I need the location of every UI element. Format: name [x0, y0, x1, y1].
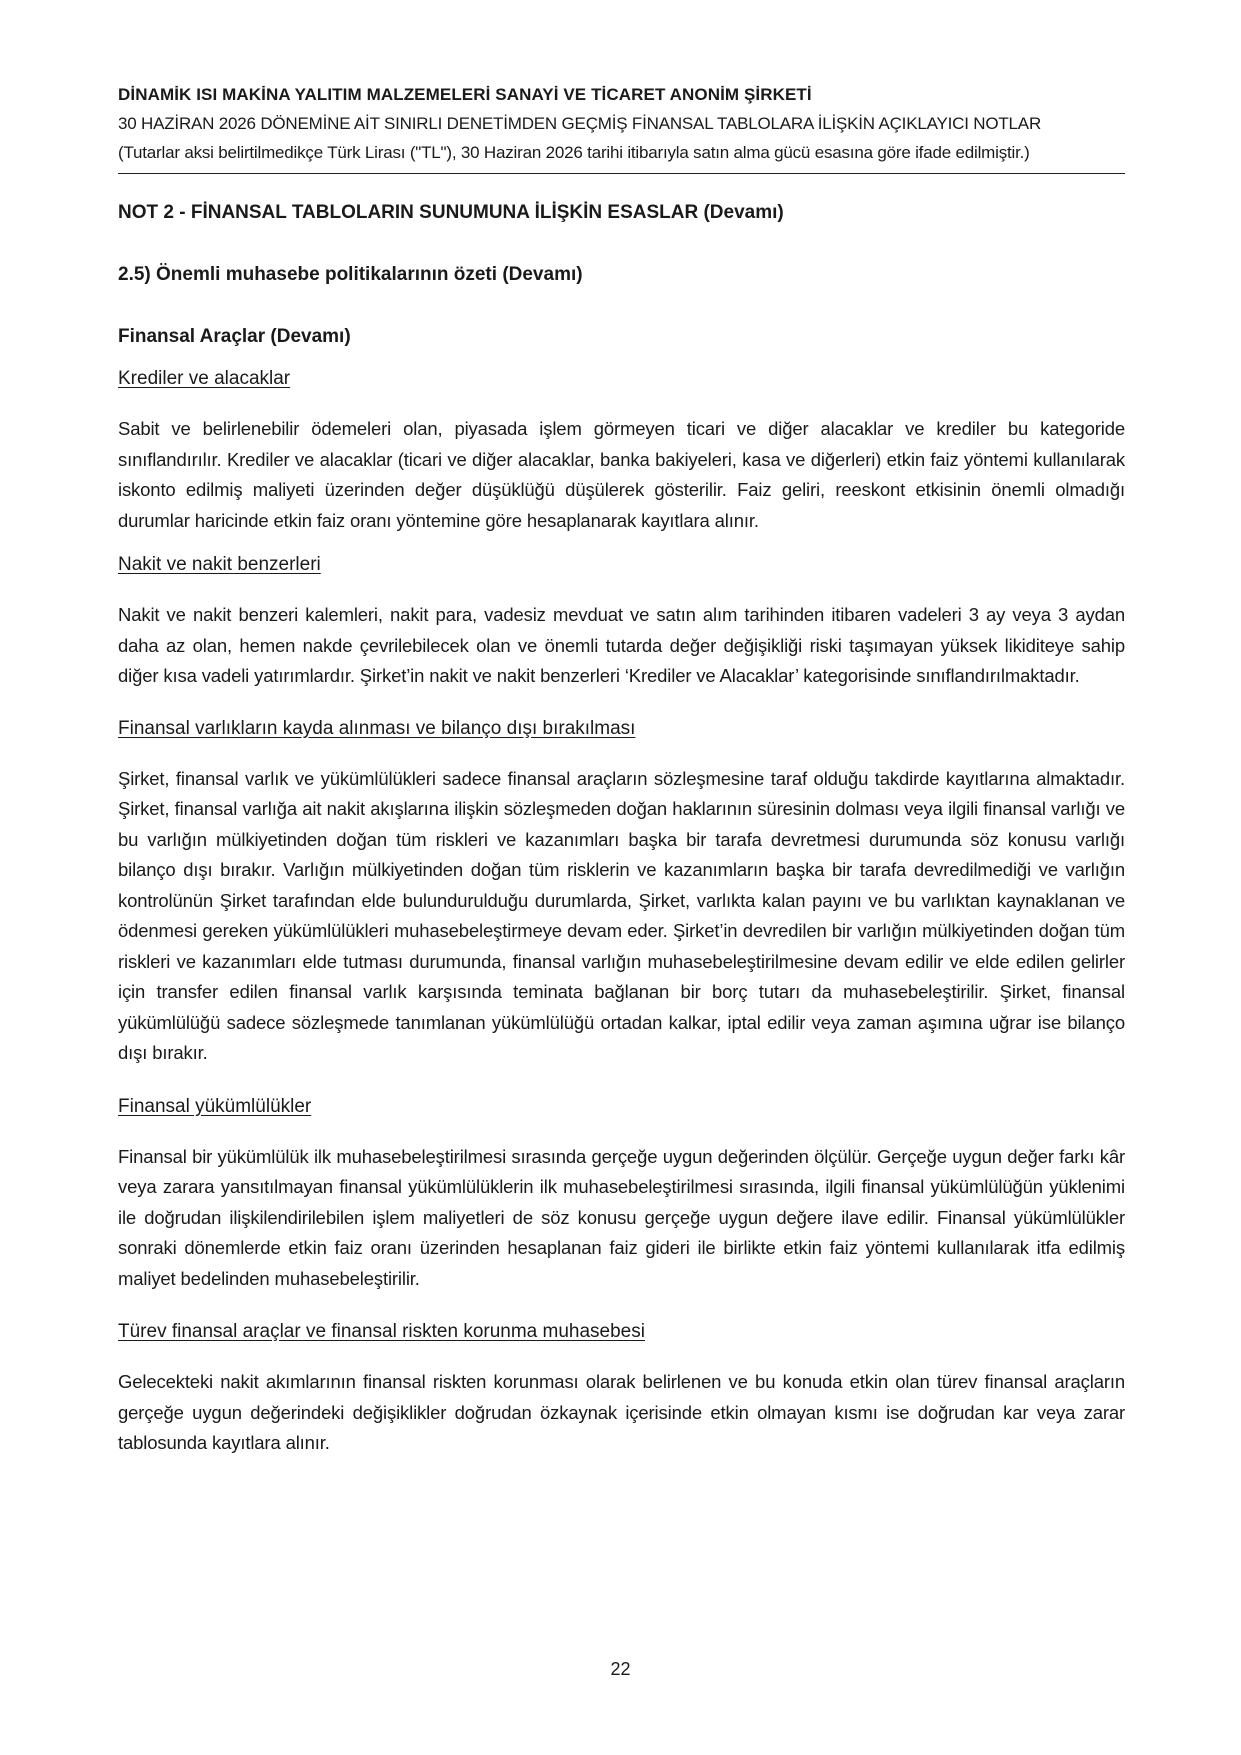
page-content — [118, 200, 1125, 1459]
section-title: 2.5) Önemli muhasebe politikalarının özeti (Devamı) — [118, 264, 583, 285]
topic-heading-kayda-alinma: Finansal varlıkların kayda alınması ve bilanço dışı bırakılması — [118, 717, 636, 739]
topic-paragraph-krediler: Sabit ve belirlenebilir ödemeleri olan, piyasada işlem görmeyen ticari ve diğer alacaklar ve krediler bu kategoride sınıflandırılır. Krediler ve alacaklar (ticari ve diğer alacaklar, banka bakiyeleri, kasa ve diğerleri) etkin faiz yöntemi kullanılarak iskonto edilmiş maliyeti üzerinden değer düşüklüğü düşülerek gösterilir. Faiz geliri, reeskont etkisinin önemli olmadığı durumlar haricinde etkin faiz oranı yöntemine göre hesaplanarak kayıtlara alınır. — [118, 418, 1125, 531]
topic-paragraph-kayda-alinma: Şirket, finansal varlık ve yükümlülükleri sadece finansal araçların sözleşmesine taraf olduğu takdirde kayıtlarına almaktadır. Şirket, finansal varlığa ait nakit akışlarına ilişkin sözleşmeden doğan haklarının süresinin dolması veya ilgili finansal varlığı ve bu varlığın mülkiyetinden doğan tüm riskleri ve kazanımları başka bir tarafa devretmesi durumunda söz konusu varlığı bilanço dışı bırakır. Varlığın mülkiyetinden doğan tüm risklerin ve kazanımların başka bir tarafa devredilmediği ve varlığın kontrolünün Şirket tarafından elde bulundurulduğu durumlarda, Şirket, varlıkta kalan payını ve bu varlıktan kaynaklanan ve ödenmesi gereken yükümlülükleri muhasebeleştirmeye devam eder. Şirket’in devredilen bir varlığın mülkiyetinden doğan tüm riskleri ve kazanımları elde tutması durumunda, finansal varlığın muhasebeleştirilmesine devam edilir ve elde edilen gelirler için transfer edilen finansal varlık karşısında teminata bağlanan bir borç tutarı da muhasebeleştirilir. Şirket, finansal yükümlülüğü sadece sözleşmede tanımlanan yükümlülüğü ortadan kalkar, iptal edilir veya zaman aşımına uğrar ise bilanço dışı bırakır. — [118, 767, 1125, 1063]
company-name: DİNAMİK ISI MAKİNA YALITIM MALZEMELERİ SANAYİ VE TİCARET ANONİM ŞİRKETİ — [118, 85, 812, 104]
topic-heading-turev: Türev finansal araçlar ve finansal riskten korunma muhasebesi — [118, 1321, 645, 1342]
page-header — [118, 80, 1125, 174]
topic-heading-yukumlulukler: Finansal yükümlülükler — [118, 1095, 312, 1117]
currency-note: (Tutarlar aksi belirtilmedikçe Türk Lirası ("TL"), 30 Haziran 2026 tarihi itibarıyla satın alma gücü esasına göre ifade edilmiştir.) — [118, 143, 1030, 162]
topic-heading-krediler: Krediler ve alacaklar — [118, 368, 291, 389]
subsection-title: Finansal Araçlar (Devamı) — [118, 326, 351, 347]
note-title: NOT 2 - FİNANSAL TABLOLARIN SUNUMUNA İLİŞKİN ESASLAR (Devamı) — [118, 202, 784, 223]
topic-heading-nakit: Nakit ve nakit benzerleri — [118, 554, 321, 575]
report-title: 30 HAZİRAN 2026 DÖNEMİNE AİT SINIRLI DENETİMDEN GEÇMİŞ FİNANSAL TABLOLARA İLİŞKİN AÇIKLAYICI NOTLAR — [118, 114, 1042, 133]
topic-paragraph-yukumlulukler: Finansal bir yükümlülük ilk muhasebeleştirilmesi sırasında gerçeğe uygun değerinden ölçülür. Gerçeğe uygun değer farkı kâr veya zarara yansıtılmayan finansal yükümlülüklerin ilk muhasebeleştirilmesi sırasında, ilgili finansal yükümlülüğün yüklenimi ile doğrudan ilişkilendirilebilen işlem maliyetleri de söz konusu gerçeğe uygun değere ilave edilir. Finansal yükümlülükler sonraki dönemlerde etkin faiz oranı üzerinden hesaplanan faiz gideri ile birlikte etkin faiz yöntemi kullanılarak itfa edilmiş maliyet bedelinden muhasebeleştirilir. — [118, 1145, 1125, 1289]
page-number: 22 — [610, 1659, 631, 1679]
topic-paragraph-turev: Gelecekteki nakit akımlarının finansal riskten korunması olarak belirlenen ve bu konuda etkin olan türev finansal araçların gerçeğe uygun değerindeki değişiklikler doğrudan özkaynak içerisinde etkin olmayan kısmı ise doğrudan kar veya zarar tablosunda kayıtlara alınır. — [118, 1371, 1125, 1453]
topic-paragraph-nakit: Nakit ve nakit benzeri kalemleri, nakit para, vadesiz mevduat ve satın alım tarihinden itibaren vadeleri 3 ay veya 3 aydan daha az olan, hemen nakde çevrilebilecek olan ve önemli tutarda değer değişikliği riski taşımayan yüksek likiditeye sahip diğer kısa vadeli yatırımlardır. Şirket’in nakit ve nakit benzerleri ‘Krediler ve Alacaklar’ kategorisinde sınıflandırılmaktadır. — [118, 604, 1125, 686]
